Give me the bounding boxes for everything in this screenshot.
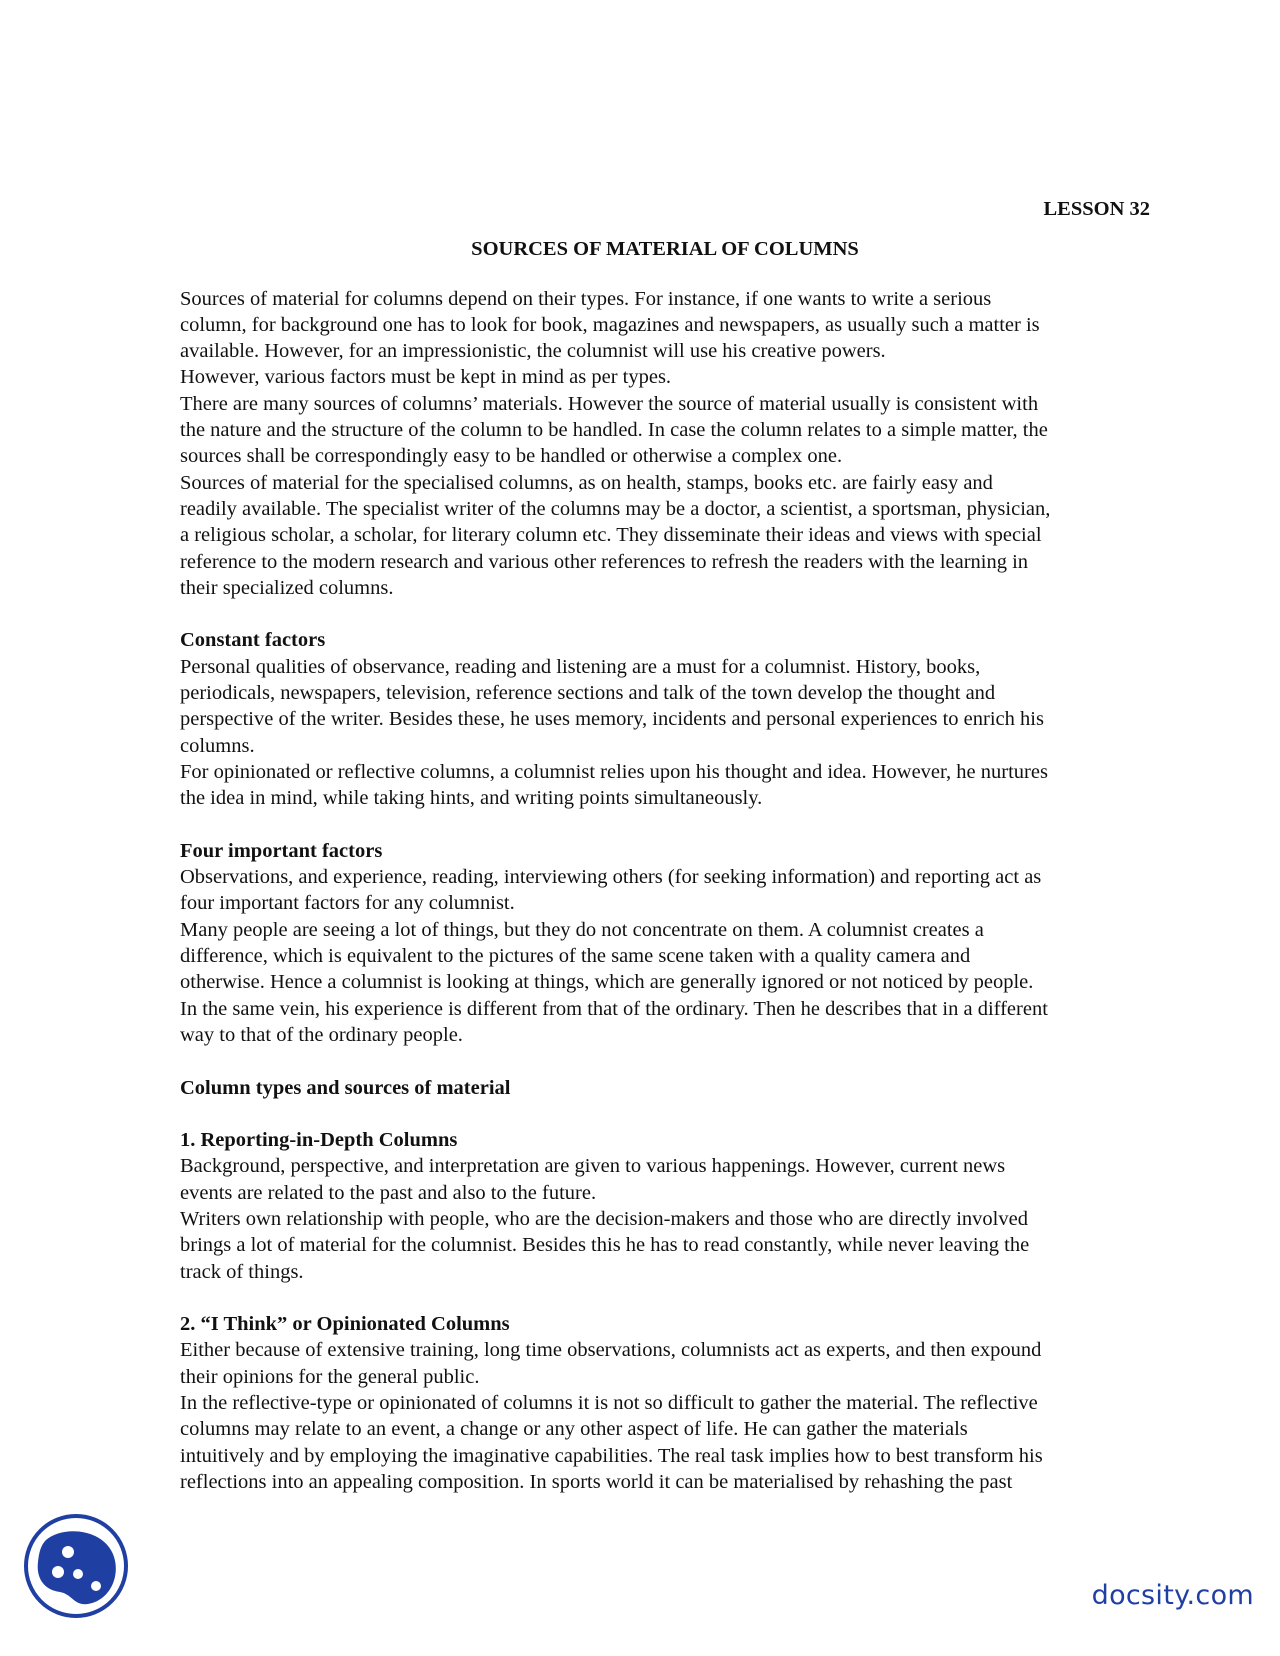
text-line: Background, perspective, and interpretation are given to various happenings. However, current news: [180, 1155, 1006, 1178]
text-line: columns may relate to an event, a change or any other aspect of life. He can gather the materials: [180, 1418, 968, 1441]
text-line: sources shall be correspondingly easy to be handled or otherwise a complex one.: [180, 445, 843, 468]
subsection-heading-reporting: 1. Reporting-in-Depth Columns: [180, 1129, 458, 1152]
text-line: Personal qualities of observance, reading and listening are a must for a columnist. History, books,: [180, 655, 981, 678]
text-line: the idea in mind, while taking hints, and writing points simultaneously.: [180, 787, 763, 810]
text-line: intuitively and by employing the imaginative capabilities. The real task implies how to best transform his: [180, 1444, 1043, 1467]
text-line: events are related to the past and also to the future.: [180, 1181, 597, 1204]
text-line: column, for background one has to look for book, magazines and newspapers, as usually such a matter is: [180, 313, 1040, 336]
subsection-heading-opinionated: 2. “I Think” or Opinionated Columns: [180, 1313, 510, 1336]
intro-paragraph: [180, 286, 1150, 602]
four-factors-paragraph: [180, 864, 1150, 1048]
text-line: columns.: [180, 734, 255, 757]
text-line: way to that of the ordinary people.: [180, 1023, 463, 1046]
text-line: In the reflective-type or opinionated of columns it is not so difficult to gather the material. The reflective: [180, 1392, 1038, 1415]
text-line: otherwise. Hence a columnist is looking at things, which are generally ignored or not noticed by people.: [180, 971, 1034, 994]
lesson-number: LESSON 32: [1043, 198, 1150, 220]
text-line: a religious scholar, a scholar, for literary column etc. They disseminate their ideas and views with special: [180, 524, 1042, 547]
text-line: reference to the modern research and various other references to refresh the readers with the learning in: [180, 550, 1029, 573]
text-line: track of things.: [180, 1260, 304, 1283]
section-heading-column-types: Column types and sources of material: [180, 1076, 511, 1099]
text-line: For opinionated or reflective columns, a columnist relies upon his thought and idea. However, he nurtures: [180, 760, 1048, 783]
text-line: brings a lot of material for the columnist. Besides this he has to read constantly, while never leaving the: [180, 1234, 1030, 1257]
docsity-logo-icon: [22, 1512, 130, 1620]
text-line: readily available. The specialist writer of the columns may be a doctor, a scientist, a sportsman, physician,: [180, 497, 1051, 520]
text-line: available. However, for an impressionistic, the columnist will use his creative powers.: [180, 340, 886, 363]
section-heading-four-factors: Four important factors: [180, 839, 383, 862]
text-line: four important factors for any columnist.: [180, 892, 515, 915]
section-heading-constant-factors: Constant factors: [180, 629, 326, 652]
reporting-paragraph: [180, 1153, 1150, 1284]
text-line: perspective of the writer. Besides these, he uses memory, incidents and personal experiences to enrich his: [180, 708, 1044, 731]
text-line: Either because of extensive training, long time observations, columnists act as experts, and then expound: [180, 1339, 1042, 1362]
page-title: SOURCES OF MATERIAL OF COLUMNS: [471, 238, 859, 261]
text-line: Many people are seeing a lot of things, but they do not concentrate on them. A columnist creates a: [180, 918, 984, 941]
text-line: There are many sources of columns’ materials. However the source of material usually is consistent with: [180, 392, 1039, 415]
constant-factors-paragraph: [180, 654, 1150, 812]
text-line: However, various factors must be kept in mind as per types.: [180, 366, 672, 389]
text-line: their opinions for the general public.: [180, 1365, 480, 1388]
text-line: the nature and the structure of the column to be handled. In case the column relates to a simple matter, the: [180, 419, 1048, 442]
text-line: In the same vein, his experience is different from that of the ordinary. Then he describes that in a different: [180, 997, 1048, 1020]
text-line: Writers own relationship with people, who are the decision-makers and those who are directly involved: [180, 1207, 1028, 1230]
opinionated-paragraph: [180, 1337, 1150, 1495]
text-line: Sources of material for columns depend on their types. For instance, if one wants to write a serious: [180, 287, 992, 310]
docsity-brand-link[interactable]: docsity.com: [1091, 1580, 1254, 1611]
text-line: reflections into an appealing composition. In sports world it can be materialised by rehashing the past: [180, 1470, 1013, 1493]
text-line: difference, which is equivalent to the pictures of the same scene taken with a quality camera and: [180, 945, 971, 968]
text-line: their specialized columns.: [180, 576, 394, 599]
document-page: [180, 196, 1150, 1495]
text-line: periodicals, newspapers, television, reference sections and talk of the town develop the thought and: [180, 682, 996, 705]
text-line: Sources of material for the specialised columns, as on health, stamps, books etc. are fairly easy and: [180, 471, 993, 494]
text-line: Observations, and experience, reading, interviewing others (for seeking information) and reporting act as: [180, 866, 1042, 889]
